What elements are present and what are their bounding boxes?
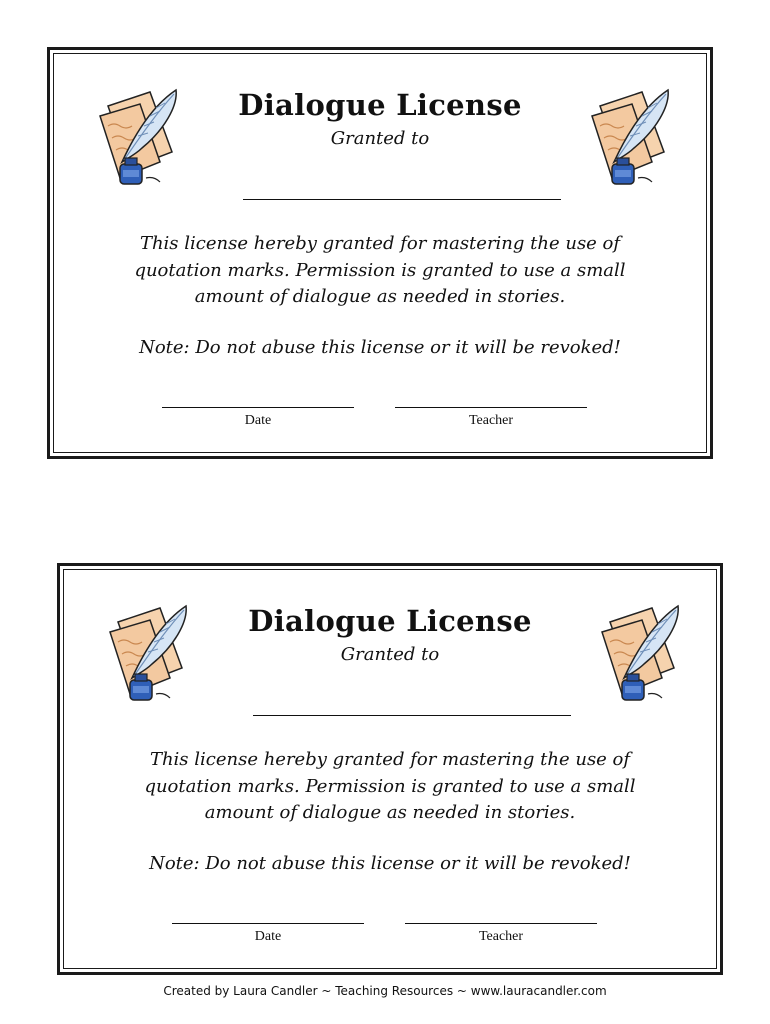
license-title: Dialogue License [238,88,522,122]
granted-to-label: Granted to [340,644,440,665]
date-label: Date [254,929,282,944]
teacher-label: Teacher [478,929,524,944]
license-body-text: This license hereby granted for mastering the use of quotation marks. Permission is granted to use a small amount of dialogue as needed in stories. [134,233,626,307]
teacher-signature-line[interactable] [405,923,597,924]
license-note: Note: Do not abuse this license or it will be revoked! [139,337,621,358]
license-body-text: This license hereby granted for mastering the use of quotation marks. Permission is granted to use a small amount of dialogue as needed in stories. [144,749,636,823]
footer-credit: Created by Laura Candler ~ Teaching Resources ~ www.lauracandler.com [163,984,607,998]
date-signature-line[interactable] [162,407,354,408]
date-signature-line[interactable] [172,923,364,924]
teacher-label: Teacher [468,413,514,428]
recipient-name-line[interactable] [243,199,561,200]
license-title: Dialogue License [248,604,532,638]
license-card [57,563,723,975]
teacher-signature-line[interactable] [395,407,587,408]
license-card [47,47,713,459]
granted-to-label: Granted to [330,128,430,149]
date-label: Date [244,413,272,428]
recipient-name-line[interactable] [253,715,571,716]
license-note: Note: Do not abuse this license or it will be revoked! [149,853,631,874]
